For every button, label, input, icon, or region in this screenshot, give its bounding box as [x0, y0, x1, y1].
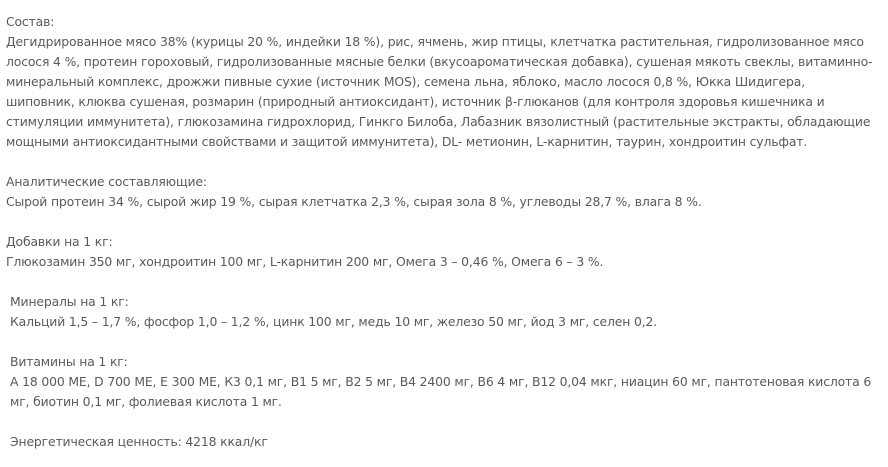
product-description	[6, 12, 874, 452]
additives-heading: Добавки на 1 кг:	[6, 234, 113, 249]
minerals-text: Кальций 1,5 – 1,7 %, фосфор 1,0 – 1,2 %, цинк 100 мг, медь 10 мг, железо 50 мг, йод 3 мг, селен 0,2.	[10, 314, 657, 329]
analytical-section	[6, 172, 874, 212]
vitamins-section	[6, 352, 874, 412]
vitamins-text: A 18 000 МЕ, D 700 МЕ, Е 300 МЕ, К3 0,1 мг, В1 5 мг, В2 5 мг, В4 2400 мг, В6 4 мг, В12 0,04 мкг, ниацин 60 мг, пантотеновая кислота 6 мг, биотин 0,1 мг, фолиевая кислота 1 мг.	[10, 374, 872, 409]
additives-text: Глюкозамин 350 мг, хондроитин 100 мг, L-карнитин 200 мг, Омега 3 – 0,46 %, Омега 6 – 3 %.	[6, 254, 604, 269]
energy-value-text: Энергетическая ценность: 4218 ккал/кг	[10, 434, 268, 449]
analytical-heading: Аналитические составляющие:	[6, 174, 207, 189]
composition-text: Дегидрированное мясо 38% (курицы 20 %, индейки 18 %), рис, ячмень, жир птицы, клетчатка растительная, гидролизованное мясо лосося 4 %, протеин гороховый, гидролизованные мясные белки (вкусоароматическая добавка), сушеная мякоть свеклы, витаминно-минеральный комплекс, дрожжи пивные сухие (источник MOS), семена льна, яблоко, масло лосося 0,8 %, Юкка Шидигера, шиповник, клюква сушеная, розмарин (природный антиоксидант), источник β-глюканов (для контроля здоровья кишечника и стимуляции иммунитета), глюкозамина гидрохлорид, Гинкго Билоба, Лабазник вязолистный (растительные экстракты, обладающие мощными антиоксидантными свойствами и защитой иммунитета), DL- метионин, L-карнитин, таурин, хондроитин сульфат.	[6, 34, 873, 149]
composition-heading: Состав:	[6, 14, 55, 29]
composition-section	[6, 12, 874, 152]
vitamins-heading: Витамины на 1 кг:	[10, 354, 128, 369]
analytical-text: Сырой протеин 34 %, сырой жир 19 %, сырая клетчатка 2,3 %, сырая зола 8 %, углеводы 28,7 %, влага 8 %.	[6, 194, 702, 209]
minerals-heading: Минералы на 1 кг:	[10, 294, 129, 309]
minerals-section	[6, 292, 874, 332]
additives-section	[6, 232, 874, 272]
energy-section	[6, 432, 874, 452]
